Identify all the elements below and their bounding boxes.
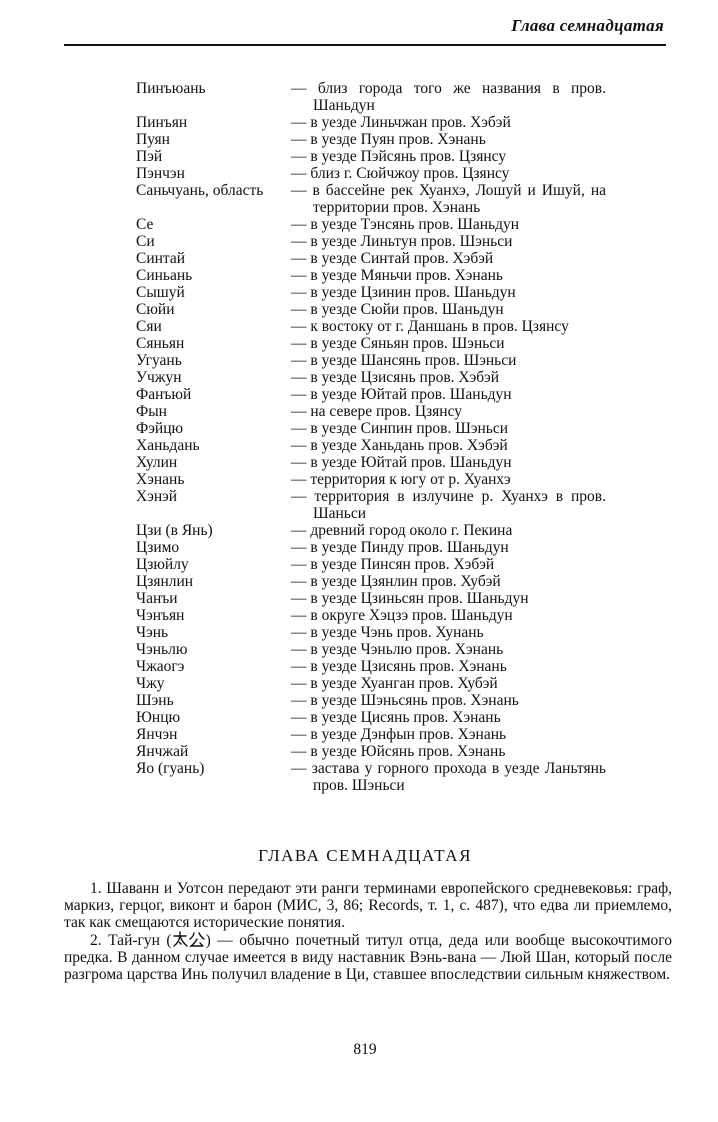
glossary-definition: — к востоку от г. Даншань в пров. Цзянсу (291, 318, 569, 335)
glossary-term: Яо (гуань) (136, 760, 205, 777)
glossary-entry (136, 692, 606, 709)
glossary-entry (136, 131, 606, 148)
glossary-term: Цзянлин (136, 573, 194, 590)
note-2-text-after: ) — обычно почетный титул отца, деда или вообще высокочтимого предка. В данном случае имеется в виду наставник Вэнь-вана — Люй Шан, который после разгрома царства Инь получил владение в Ци, ставшее впоследствии сильным княжеством. (64, 932, 673, 983)
glossary-entry (136, 267, 606, 284)
note-2 (64, 931, 672, 983)
glossary-definition: — близ города того же названия в пров. Шаньдун (291, 80, 606, 114)
glossary-term: Пэй (136, 148, 163, 165)
glossary-entry (136, 386, 606, 403)
glossary-term: Чэньлю (136, 641, 188, 658)
header-rule (64, 44, 666, 46)
glossary-term: Пинъюань (136, 80, 206, 97)
glossary-term: Пуян (136, 131, 170, 148)
glossary-entry (136, 709, 606, 726)
glossary-term: Сяи (136, 318, 162, 335)
glossary-term: Фэйцю (136, 420, 184, 437)
section-title: ГЛАВА СЕМНАДЦАТАЯ (258, 846, 472, 865)
glossary-entry (136, 607, 606, 624)
tai-gong-characters (172, 931, 206, 947)
glossary-term: Чжаогэ (136, 658, 185, 675)
glossary-entry (136, 726, 606, 743)
glossary-definition: — в уезде Сюйи пров. Шаньдун (291, 301, 504, 318)
glossary-term: Хэнань (136, 471, 185, 488)
glossary-definition: — в округе Хэцзэ пров. Шаньдун (291, 607, 513, 624)
glossary-entry (136, 148, 606, 165)
page-number: 819 (353, 1041, 377, 1058)
glossary-entry (136, 471, 606, 488)
glossary-entry (136, 522, 606, 539)
glossary-term: Ханьдань (136, 437, 200, 454)
glossary-term: Чанъи (136, 590, 178, 607)
glossary-term: Учжун (136, 369, 182, 386)
glossary-definition: — в уезде Синтай пров. Хэбэй (291, 250, 494, 267)
glossary-definition: — в уезде Юйтай пров. Шаньдун (291, 454, 512, 471)
glossary-definition: — в уезде Юйтай пров. Шаньдун (291, 386, 512, 403)
glossary-definition: — в уезде Ханьдань пров. Хэбэй (291, 437, 508, 454)
glossary-definition: — в уезде Цзинин пров. Шаньдун (291, 284, 516, 301)
glossary-definition: — древний город около г. Пекина (291, 522, 513, 539)
glossary-definition: — в уезде Цзиньсян пров. Шаньдун (291, 590, 529, 607)
glossary-term: Пэнчэн (136, 165, 185, 182)
glossary-definition: — в уезде Синпин пров. Шэньси (291, 420, 509, 437)
glossary-entry (136, 624, 606, 641)
glossary-term: Юнцю (136, 709, 181, 726)
glossary-definition: — на севере пров. Цзянсу (291, 403, 463, 420)
glossary-definition: — в уезде Пуян пров. Хэнань (291, 131, 486, 148)
glossary-entry (136, 420, 606, 437)
glossary-definition: — в уезде Чэнь пров. Хунань (291, 624, 484, 641)
glossary-definition: — в уезде Линьтун пров. Шэньси (291, 233, 513, 250)
glossary-entry (136, 590, 606, 607)
glossary-entry (136, 165, 606, 182)
glossary-term: Шэнь (136, 692, 174, 709)
glossary-entry (136, 454, 606, 471)
glossary-term: Се (136, 216, 154, 233)
glossary-definition: — в уезде Пинсян пров. Хэбэй (291, 556, 495, 573)
glossary-definition: — в уезде Дэнфын пров. Хэнань (291, 726, 507, 743)
glossary-term: Саньчуань, область (136, 182, 264, 199)
glossary-entry (136, 216, 606, 233)
glossary-term: Сышуй (136, 284, 185, 301)
glossary-definition: — в уезде Пэйсянь пров. Цзянсу (291, 148, 507, 165)
glossary-term: Чэнь (136, 624, 169, 641)
note-2-text-before: 2. Тай-гун ( (90, 932, 172, 949)
glossary-definition: — в уезде Цисянь пров. Хэнань (291, 709, 501, 726)
note-1: 1. Шаванн и Уотсон передают эти ранги терминами европейского средневековья: граф, маркиз, герцог, виконт и барон (МИС, 3, 86; Records, т. 1, с. 487), что едва ли приемлемо, так как смещаются исторические понятия. (64, 880, 672, 931)
glossary-definition: — территория к югу от р. Хуанхэ (291, 471, 511, 488)
glossary-term: Угуань (136, 352, 182, 369)
notes-section (64, 880, 672, 983)
glossary-entry (136, 658, 606, 675)
glossary-definition: — в уезде Юйсянь пров. Хэнань (291, 743, 506, 760)
glossary-entry (136, 403, 606, 420)
glossary-entry (136, 352, 606, 369)
glossary-entry (136, 233, 606, 250)
glossary-definition: — в уезде Шэньсянь пров. Хэнань (291, 692, 519, 709)
glossary-term: Хэнэй (136, 488, 178, 505)
glossary-entry (136, 301, 606, 318)
glossary-term: Цзи (в Янь) (136, 522, 213, 539)
glossary-term: Синьань (136, 267, 193, 284)
glossary-definition: — в уезде Тэнсянь пров. Шаньдун (291, 216, 520, 233)
glossary-definition: — в уезде Цзянлин пров. Хубэй (291, 573, 501, 590)
glossary-definition: — в уезде Пинду пров. Шаньдун (291, 539, 509, 556)
glossary-term: Янчэн (136, 726, 178, 743)
glossary-term: Сяньян (136, 335, 185, 352)
glossary-term: Си (136, 233, 155, 250)
glossary-definition: — близ г. Сюйчжоу пров. Цзянсу (291, 165, 510, 182)
glossary-definition: — в уезде Чэньлю пров. Хэнань (291, 641, 504, 658)
glossary-definition: — территория в излучине р. Хуанхэ в пров. Шаньси (291, 488, 606, 522)
glossary-term: Цзимо (136, 539, 180, 556)
glossary-definition: — в уезде Цзисянь пров. Хэбэй (291, 369, 500, 386)
glossary-entry (136, 641, 606, 658)
glossary-entry (136, 760, 606, 794)
glossary-entry (136, 114, 606, 131)
glossary-definition: — в уезде Хуанган пров. Хубэй (291, 675, 498, 692)
glossary-term: Чжу (136, 675, 165, 692)
glossary-definition: — в уезде Цзисянь пров. Хэнань (291, 658, 507, 675)
glossary-definition: — в бассейне рек Хуанхэ, Лошуй и Ишуй, на территории пров. Хэнань (291, 182, 606, 216)
glossary-term: Фанъюй (136, 386, 192, 403)
glossary-entry (136, 318, 606, 335)
glossary-entry (136, 182, 606, 216)
running-head: Глава семнадцатая (511, 16, 664, 35)
glossary-term: Цзюйлу (136, 556, 189, 573)
glossary-entry (136, 488, 606, 522)
glossary-entry (136, 556, 606, 573)
glossary-term: Синтай (136, 250, 186, 267)
glossary-definition: — в уезде Сяньян пров. Шэньси (291, 335, 505, 352)
glossary-entry (136, 284, 606, 301)
glossary-list (136, 80, 606, 794)
glossary-term: Сюйи (136, 301, 175, 318)
glossary-entry (136, 539, 606, 556)
glossary-entry (136, 335, 606, 352)
glossary-entry (136, 573, 606, 590)
glossary-term: Фын (136, 403, 167, 420)
glossary-term: Хулин (136, 454, 178, 471)
glossary-entry (136, 743, 606, 760)
glossary-term: Чэнъян (136, 607, 185, 624)
glossary-term: Пинъян (136, 114, 188, 131)
glossary-term: Янчжай (136, 743, 189, 760)
glossary-entry (136, 675, 606, 692)
glossary-definition: — в уезде Мяньчи пров. Хэнань (291, 267, 503, 284)
glossary-definition: — в уезде Шансянь пров. Шэньси (291, 352, 517, 369)
glossary-definition: — в уезде Линьчжан пров. Хэбэй (291, 114, 511, 131)
glossary-entry (136, 437, 606, 454)
glossary-entry (136, 80, 606, 114)
glossary-definition: — застава у горного прохода в уезде Ланьтянь пров. Шэньси (291, 760, 606, 794)
glossary-entry (136, 369, 606, 386)
glossary-entry (136, 250, 606, 267)
